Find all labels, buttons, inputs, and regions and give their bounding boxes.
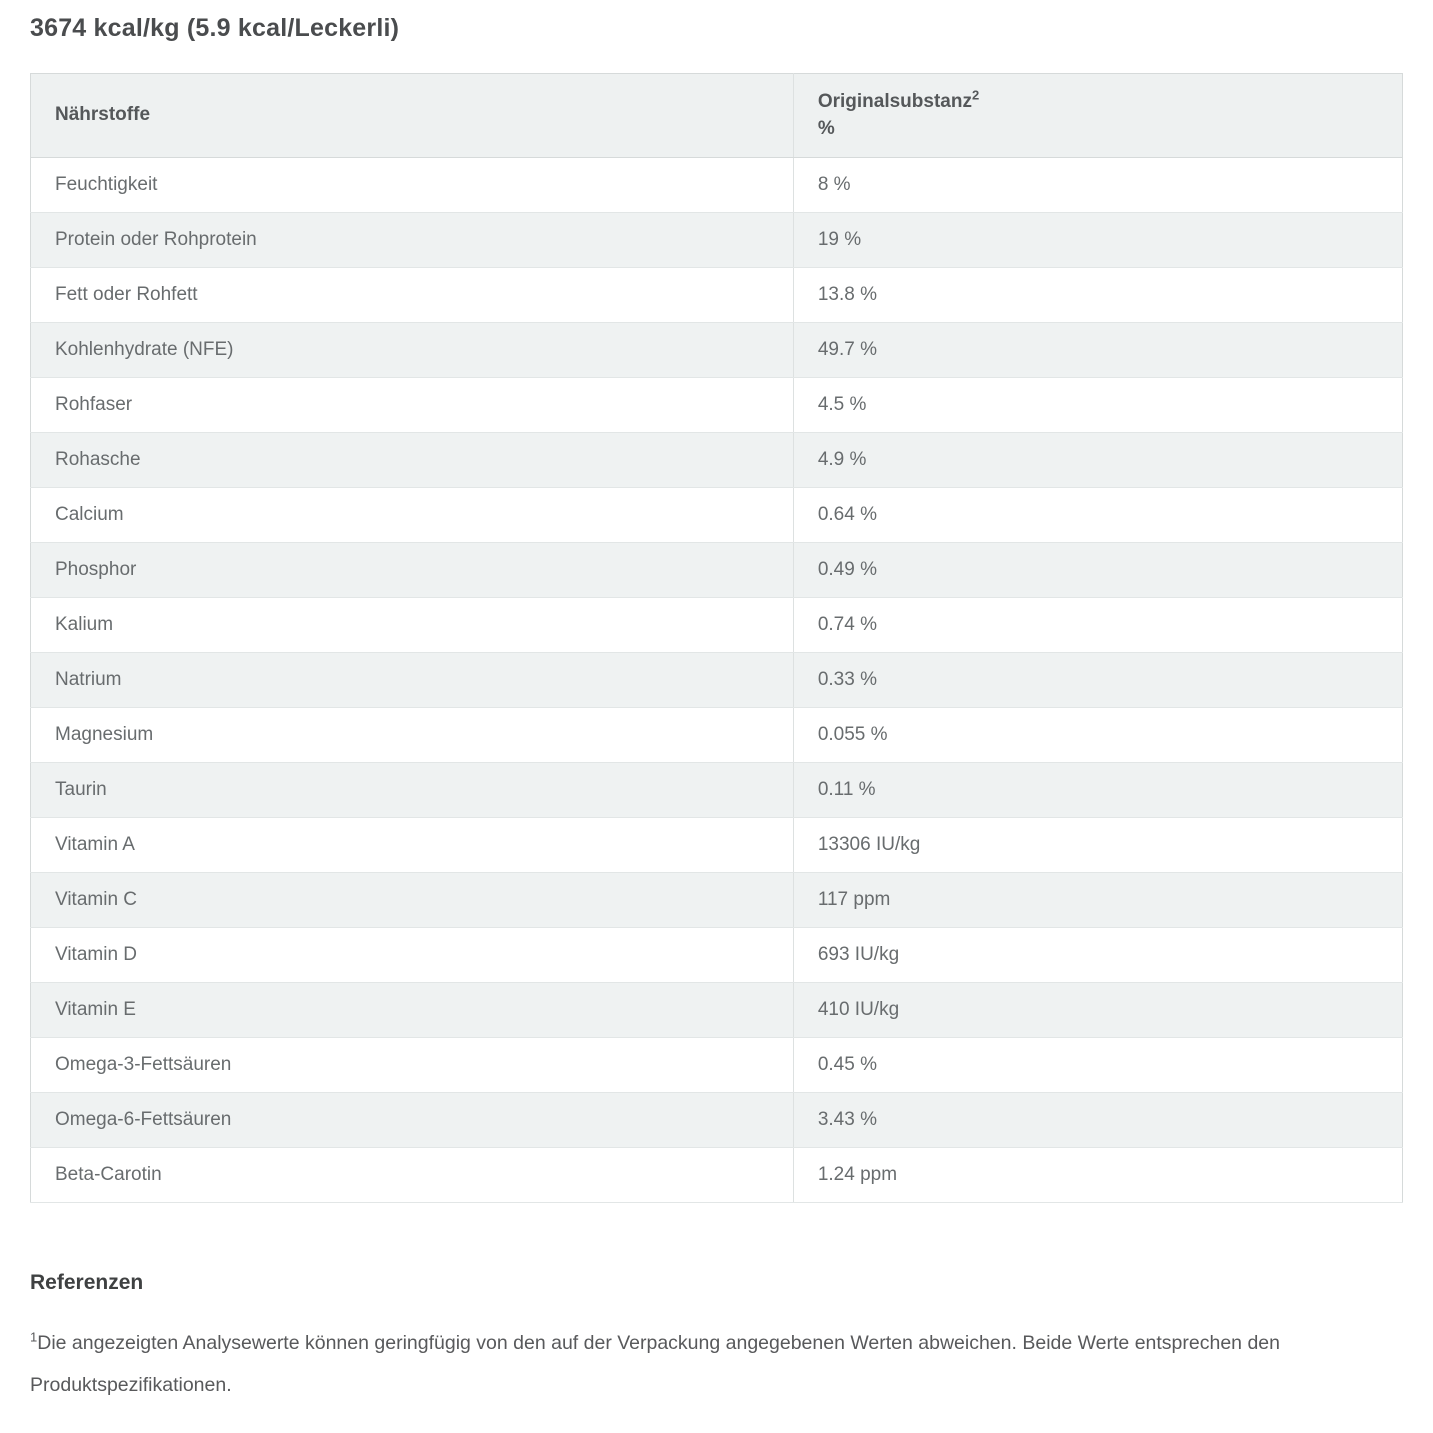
table-row [31,708,1403,763]
nutrient-value-cell: 19 % [793,213,1402,268]
table-row [31,488,1403,543]
nutrient-name-cell: Kohlenhydrate (NFE) [31,323,794,378]
nutrient-name-cell: Phosphor [31,543,794,598]
references-section [30,1271,1403,1407]
nutrient-name-cell: Vitamin D [31,928,794,983]
nutrient-value-cell: 693 IU/kg [793,928,1402,983]
nutrient-value-cell: 0.11 % [793,763,1402,818]
table-row [31,818,1403,873]
nutrient-value-cell: 0.64 % [793,488,1402,543]
column-header-unit-label: % [817,117,835,139]
nutrient-value-cell: 0.74 % [793,598,1402,653]
table-row [31,1038,1403,1093]
table-row [31,1148,1403,1203]
nutrient-name-cell: Vitamin A [31,818,794,873]
nutrient-value-cell: 8 % [793,158,1402,213]
nutrient-value-cell: 0.45 % [793,1038,1402,1093]
column-header-original-substance [793,74,1402,158]
column-header-nutrients-label: Nährstoffe [55,104,151,126]
table-row [31,653,1403,708]
nutrient-value-cell: 3.43 % [793,1093,1402,1148]
nutrient-value-cell: 0.055 % [793,708,1402,763]
column-header-original-substance-label: Originalsubstanz [817,90,972,112]
nutrient-value-cell: 13306 IU/kg [793,818,1402,873]
table-row [31,323,1403,378]
footnote-text: Die angezeigten Analysewerte können geringfügig von den auf der Verpackung angegebenen Werten abweichen. Beide Werte entsprechen den Produktspezifikationen. [30,1332,1280,1396]
table-row [31,158,1403,213]
nutrient-name-cell: Protein oder Rohprotein [31,213,794,268]
table-row [31,598,1403,653]
footnote-superscript: 1 [30,1329,38,1345]
table-row [31,873,1403,928]
table-row [31,983,1403,1038]
table-row [31,928,1403,983]
table-row [31,763,1403,818]
nutrient-name-cell: Vitamin C [31,873,794,928]
table-row [31,543,1403,598]
nutrient-name-cell: Magnesium [31,708,794,763]
table-row [31,1093,1403,1148]
header-footnote-marker: 2 [971,87,980,103]
column-header-nutrients [31,74,794,158]
nutrient-name-cell: Rohfaser [31,378,794,433]
nutrient-value-cell: 0.49 % [793,543,1402,598]
nutrient-name-cell: Omega-6-Fettsäuren [31,1093,794,1148]
calorie-title: 3674 kcal/kg (5.9 kcal/Leckerli) [30,14,400,42]
nutrient-name-cell: Beta-Carotin [31,1148,794,1203]
references-heading: Referenzen [30,1271,144,1294]
nutrient-value-cell: 4.5 % [793,378,1402,433]
nutrient-value-cell: 4.9 % [793,433,1402,488]
nutrient-name-cell: Kalium [31,598,794,653]
table-row [31,213,1403,268]
nutrient-value-cell: 117 ppm [793,873,1402,928]
header-row [31,74,1403,158]
footnote [30,1323,1403,1407]
nutrient-name-cell: Omega-3-Fettsäuren [31,1038,794,1093]
nutrient-name-cell: Taurin [31,763,794,818]
nutrients-table-head [31,74,1403,158]
nutrients-table-body [31,158,1403,1203]
table-row [31,433,1403,488]
nutrient-value-cell: 13.8 % [793,268,1402,323]
nutrient-value-cell: 1.24 ppm [793,1148,1402,1203]
nutrient-value-cell: 0.33 % [793,653,1402,708]
nutrient-name-cell: Vitamin E [31,983,794,1038]
nutrient-name-cell: Calcium [31,488,794,543]
nutrient-value-cell: 49.7 % [793,323,1402,378]
table-row [31,378,1403,433]
nutrient-name-cell: Rohasche [31,433,794,488]
nutrient-name-cell: Feuchtigkeit [31,158,794,213]
nutrient-name-cell: Fett oder Rohfett [31,268,794,323]
nutrients-table [30,73,1403,1203]
table-row [31,268,1403,323]
nutrient-value-cell: 410 IU/kg [793,983,1402,1038]
nutrient-name-cell: Natrium [31,653,794,708]
